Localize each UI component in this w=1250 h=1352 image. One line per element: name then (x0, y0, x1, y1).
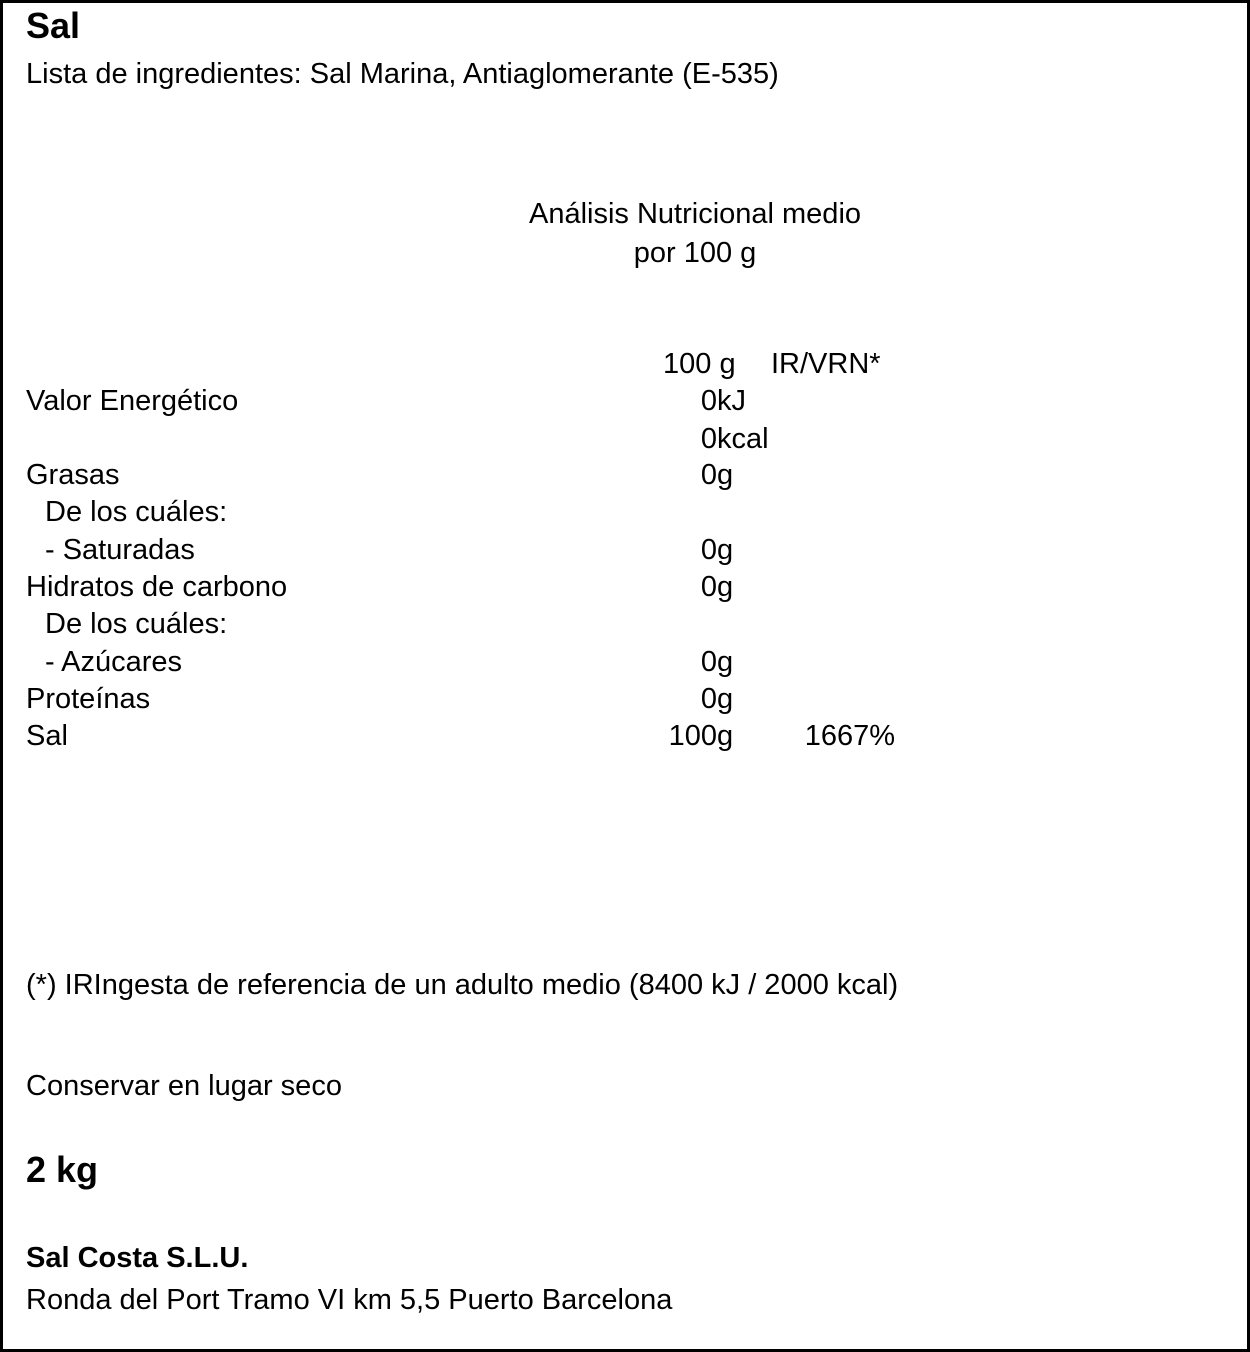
nutrient-value: 100 (668, 720, 717, 752)
nutrient-unit: g (717, 683, 734, 715)
nutrient-unit: g (717, 646, 734, 678)
nutrient-reference-intake: 1667% (804, 720, 895, 752)
nutrient-value: 0 (700, 459, 717, 491)
nutrient-label: Grasas (26, 459, 120, 491)
nutrient-unit: kJ (717, 385, 746, 417)
nutrient-unit: g (717, 571, 734, 603)
nutrient-sublabel: De los cuáles: (45, 496, 228, 528)
column-header-amount: 100 g (663, 348, 736, 380)
nutrient-label: - Saturadas (45, 534, 195, 566)
nutrient-label: Hidratos de carbono (26, 571, 288, 603)
footnote: (*) IRIngesta de referencia de un adulto medio (8400 kJ / 2000 kcal) (26, 969, 899, 1001)
nutrient-value: 0 (700, 571, 717, 603)
nutrient-unit: g (717, 459, 734, 491)
nutrient-value: 0 (700, 423, 717, 455)
product-name: Sal (26, 5, 81, 46)
company-name: Sal Costa S.L.U. (26, 1242, 249, 1274)
nutrient-sublabel: De los cuáles: (45, 608, 228, 640)
nutrient-label: Proteínas (26, 683, 151, 715)
nutrient-label: - Azúcares (45, 646, 182, 678)
column-header-reference: IR/VRN* (771, 348, 881, 380)
nutrient-label: Sal (26, 720, 68, 752)
ingredients-list: Lista de ingredientes: Sal Marina, Antiaglomerante (E-535) (26, 58, 779, 90)
company-address: Ronda del Port Tramo VI km 5,5 Puerto Barcelona (26, 1284, 673, 1316)
nutrient-value: 0 (700, 683, 717, 715)
nutrient-unit: g (717, 720, 734, 752)
net-weight: 2 kg (26, 1149, 99, 1190)
nutrition-title: Análisis Nutricional medio (528, 198, 862, 230)
nutrient-unit: g (717, 534, 734, 566)
nutrient-unit: kcal (717, 423, 769, 455)
nutrient-value: 0 (700, 646, 717, 678)
nutrient-label: Valor Energético (26, 385, 239, 417)
storage-instructions: Conservar en lugar seco (26, 1070, 342, 1102)
nutrient-value: 0 (700, 534, 717, 566)
nutrient-value: 0 (700, 385, 717, 417)
nutrition-subtitle: por 100 g (633, 237, 757, 269)
